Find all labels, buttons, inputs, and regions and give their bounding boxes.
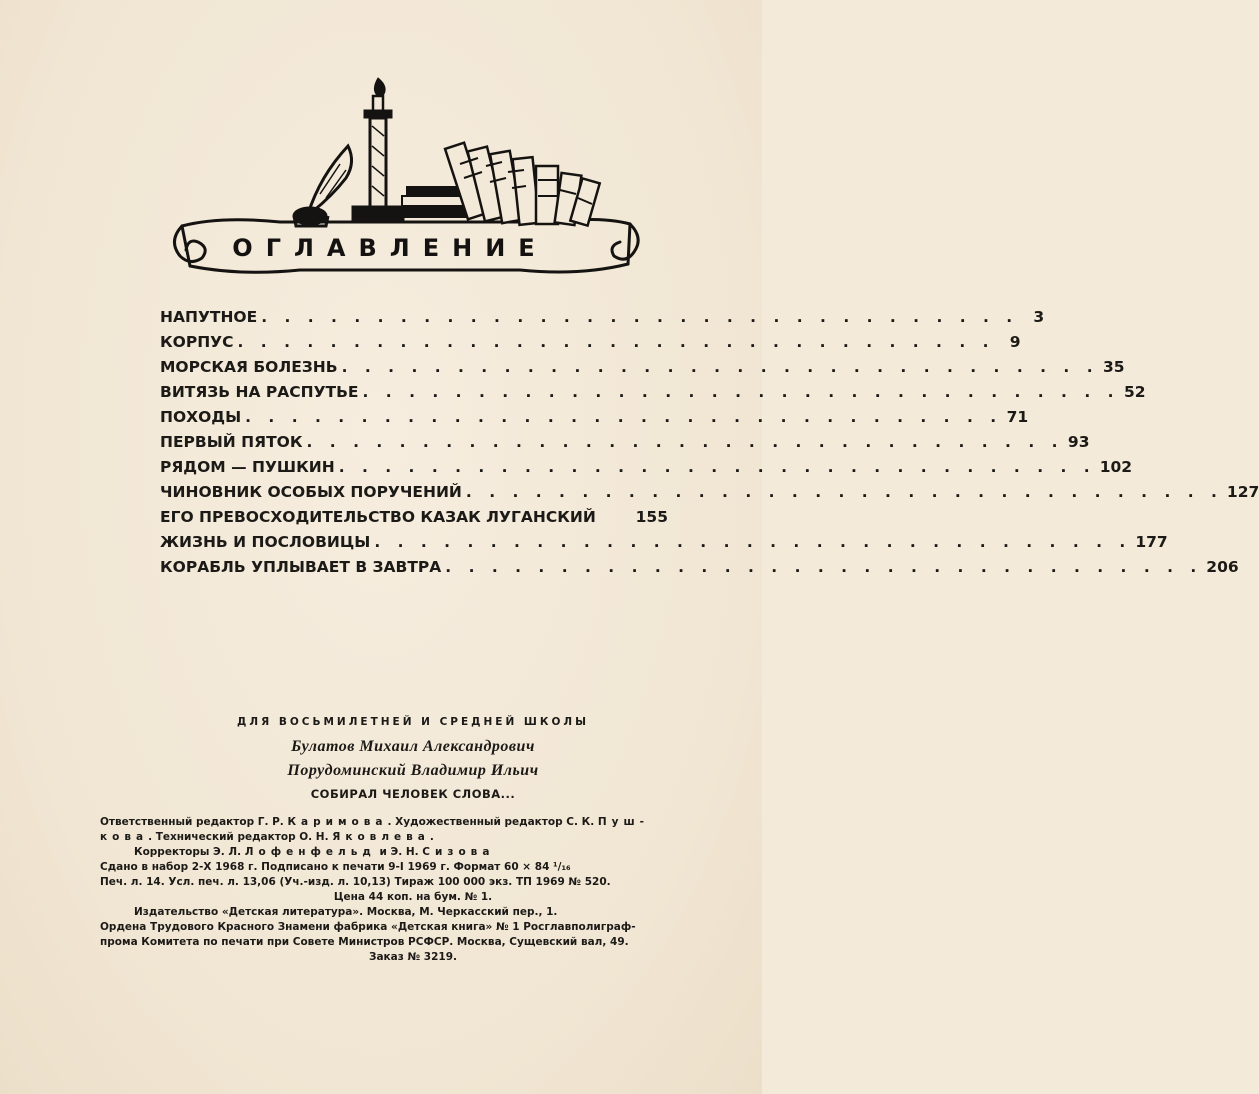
toc-entry-page: 93 <box>1067 433 1090 451</box>
toc-entry-title: КОРАБЛЬ УПЛЫВАЕТ В ЗАВТРА <box>160 558 442 576</box>
toc-entry-page: 3 <box>1033 308 1045 326</box>
credits-line <box>100 845 726 860</box>
credits-line <box>100 815 726 830</box>
toc-leader-dots: . . . . . . . . . . . . . . . . . . . . . . . . . . . . . . . . . <box>245 408 1003 426</box>
toc-entry-title: ПОХОДЫ <box>160 408 242 426</box>
toc-entry-page: 177 <box>1135 533 1168 551</box>
toc-entry-page: 35 <box>1103 358 1125 376</box>
toc-leader-dots: . . . . . . . . . . . . . . . . . . . . . . . . . . . . . . . . . <box>465 483 1223 501</box>
toc-entry[interactable] <box>160 433 1090 458</box>
toc-entry-page: 206 <box>1206 558 1239 576</box>
toc-entry-title: ЕГО ПРЕВОСХОДИТЕЛЬСТВО КАЗАК ЛУГАНСКИЙ <box>160 508 596 526</box>
toc-entry-page: 9 <box>1009 333 1021 351</box>
toc-leader-dots: . . . . . . . . . . . . . . . . . . . . . . . . . . . . . . . . . <box>362 383 1120 401</box>
price-line: Цена 44 коп. на бум. № 1. <box>333 891 493 903</box>
toc-entry[interactable] <box>160 408 1029 433</box>
toc-leader-dots: . . . . . . . . . . . . . . . . . . . . . . . . . . . . . . . . . <box>445 558 1203 576</box>
proofreader-name: Сизова <box>422 846 495 858</box>
toc-entry-title: МОРСКАЯ БОЛЕЗНЬ <box>160 358 338 376</box>
toc-entry-title: НАПУТНОЕ <box>160 308 258 326</box>
toc-entry-page: 52 <box>1123 383 1146 401</box>
toc-entry[interactable] <box>160 308 1045 333</box>
toc-entry-page: 71 <box>1006 408 1029 426</box>
table-of-contents <box>160 308 1259 583</box>
credits-block <box>100 815 726 965</box>
toc-entry-title: ЖИЗНЬ И ПОСЛОВИЦЫ <box>160 533 371 551</box>
editor-name: Пуш- <box>597 816 649 828</box>
toc-entry-page: 102 <box>1099 458 1133 476</box>
author-name: Порудоминский Владимир Ильич <box>287 762 539 779</box>
toc-entry[interactable] <box>160 358 1125 383</box>
publisher-line: Издательство «Детская литература». Москва, М. Черкасский пер., 1. <box>134 906 558 918</box>
publication-imprint <box>100 716 726 965</box>
print-details-line: Сдано в набор 2-X 1968 г. Подписано к печати 9-I 1969 г. Формат 60 × 84 ¹/₁₆ <box>100 861 571 873</box>
credits-line: кова. Технический редактор О. Н. Яковлева. <box>100 831 434 843</box>
toc-entry[interactable] <box>160 558 1239 583</box>
factory-line: Ордена Трудового Красного Знамени фабрика «Детская книга» № 1 Росглавполиграф- <box>100 921 636 933</box>
toc-entry[interactable] <box>160 483 1259 508</box>
toc-entry[interactable] <box>160 508 668 533</box>
credits-text: . Технический редактор О. Н. <box>148 831 329 843</box>
toc-leader-dots: . . . . . . . . . . . . . . . . . . . . . . . . . . . . . . . . . <box>338 458 1096 476</box>
toc-entry-title: ПЕРВЫЙ ПЯТОК <box>160 433 303 451</box>
toc-entry[interactable] <box>160 383 1146 408</box>
print-details-line: Печ. л. 14. Усл. печ. л. 13,06 (Уч.-изд. л. 10,13) Тираж 100 000 экз. ТП 1969 № 520. <box>100 876 611 888</box>
editor-name: кова <box>100 831 149 843</box>
author-name: Булатов Михаил Александрович <box>291 738 535 755</box>
editor-name: Яковлева <box>332 831 430 843</box>
toc-leader-dots: . . . . . . . . . . . . . . . . . . . . . . . . . . . . . . . . . <box>306 433 1064 451</box>
toc-entry-title: ЧИНОВНИК ОСОБЫХ ПОРУЧЕНИЙ <box>160 483 462 501</box>
toc-entry[interactable] <box>160 333 1021 358</box>
toc-leader-dots: . . . . . . . . . . . . . . . . . . . . . . . . . . . . . . . . . <box>341 358 1099 376</box>
toc-leader-dots: . . . . . . . . . . . . . . . . . . . . . . . . . . . . . . . . . <box>261 308 1019 326</box>
contents-heading: ОГЛАВЛЕНИЕ <box>232 234 548 262</box>
audience-line: ДЛЯ ВОСЬМИЛЕТНЕЙ И СРЕДНЕЙ ШКОЛЫ <box>237 716 589 728</box>
toc-entry-page: 127 <box>1226 483 1259 501</box>
proofreader-name: Лофенфельд <box>244 846 376 858</box>
book-title: СОБИРАЛ ЧЕЛОВЕК СЛОВА... <box>310 787 516 801</box>
credits-text: . Художественный редактор С. К. <box>387 816 595 828</box>
toc-entry-title: КОРПУС <box>160 333 234 351</box>
toc-entry-page: 155 <box>635 508 668 526</box>
editor-name: Каримова <box>287 816 388 828</box>
order-number-line: Заказ № 3219. <box>368 951 457 963</box>
toc-entry[interactable] <box>160 533 1168 558</box>
credits-text: Корректоры Э. Л. <box>134 846 242 858</box>
toc-entry-title: РЯДОМ — ПУШКИН <box>160 458 335 476</box>
credits-text: и Э. Н. <box>379 846 419 858</box>
toc-leader-dots: . . . . . . . . . . . . . . . . . . . . . . . . . . . . . . . . . <box>237 333 995 351</box>
toc-entry-title: ВИТЯЗЬ НА РАСПУТЬЕ <box>160 383 359 401</box>
toc-leader-dots: . . . . . . . . . . . . . . . . . . . . . . . . . . . . . . . . . <box>374 533 1132 551</box>
toc-entry[interactable] <box>160 458 1133 483</box>
factory-line: прома Комитета по печати при Совете Министров РСФСР. Москва, Сущевский вал, 49. <box>100 936 629 948</box>
credits-text: Ответственный редактор Г. Р. <box>100 816 284 828</box>
